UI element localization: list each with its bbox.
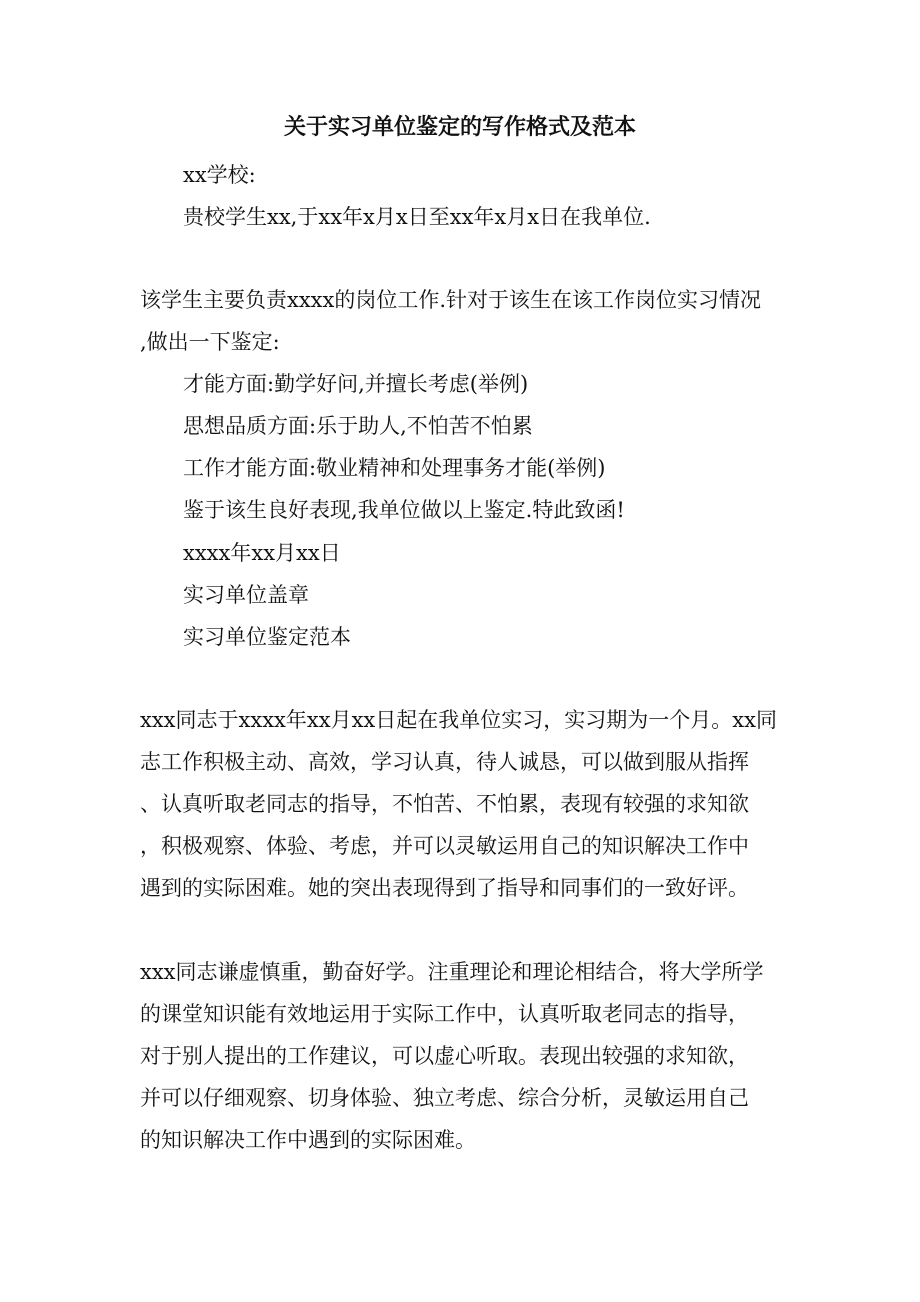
seal-line: 实习单位盖章 xyxy=(183,583,309,607)
salutation: xx学校: xyxy=(183,163,256,187)
intro-line: 贵校学生xx,于xx年x月x日至xx年x月x日在我单位. xyxy=(183,205,651,229)
paragraph1-line: 、认真听取老同志的指导，不怕苦、不怕累，表现有较强的求知欲 xyxy=(140,792,749,816)
duty-line: 该学生主要负责xxxx的岗位工作.针对于该生在该工作岗位实习情况 xyxy=(140,288,762,312)
paragraph1-line: xxx同志于xxxx年xx月xx日起在我单位实习，实习期为一个月。xx同 xyxy=(140,708,777,732)
paragraph2-line: 的知识解决工作中遇到的实际困难。 xyxy=(140,1128,476,1152)
document-title: 关于实习单位鉴定的写作格式及范本 xyxy=(283,115,636,140)
paragraph1-line: 遇到的实际困难。她的突出表现得到了指导和同事们的一致好评。 xyxy=(140,876,749,900)
closing-line: 鉴于该生良好表现,我单位做以上鉴定.特此致函! xyxy=(183,498,625,522)
paragraph1-line: ，积极观察、体验、考虑，并可以灵敏运用自己的知识解决工作中 xyxy=(140,834,749,858)
paragraph2-line: xxx同志谦虚慎重，勤奋好学。注重理论和理论相结合，将大学所学 xyxy=(140,960,764,984)
paragraph2-line: 对于别人提出的工作建议，可以虚心听取。表现出较强的求知欲， xyxy=(140,1044,749,1068)
appraisal-item: 才能方面:勤学好问,并擅长考虑(举例) xyxy=(183,372,529,396)
paragraph2-line: 的课堂知识能有效地运用于实际工作中，认真听取老同志的指导， xyxy=(140,1002,749,1026)
duty-line: ,做出一下鉴定: xyxy=(140,330,280,354)
sample-heading: 实习单位鉴定范本 xyxy=(183,625,351,649)
paragraph1-line: 志工作积极主动、高效，学习认真，待人诚恳，可以做到服从指挥 xyxy=(140,750,749,774)
appraisal-item: 工作才能方面:敬业精神和处理事务才能(举例) xyxy=(183,456,606,480)
appraisal-item: 思想品质方面:乐于助人,不怕苦不怕累 xyxy=(183,414,533,438)
paragraph2-line: 并可以仔细观察、切身体验、独立考虑、综合分析，灵敏运用自己 xyxy=(140,1086,749,1110)
date-line: xxxx年xx月xx日 xyxy=(183,541,341,565)
